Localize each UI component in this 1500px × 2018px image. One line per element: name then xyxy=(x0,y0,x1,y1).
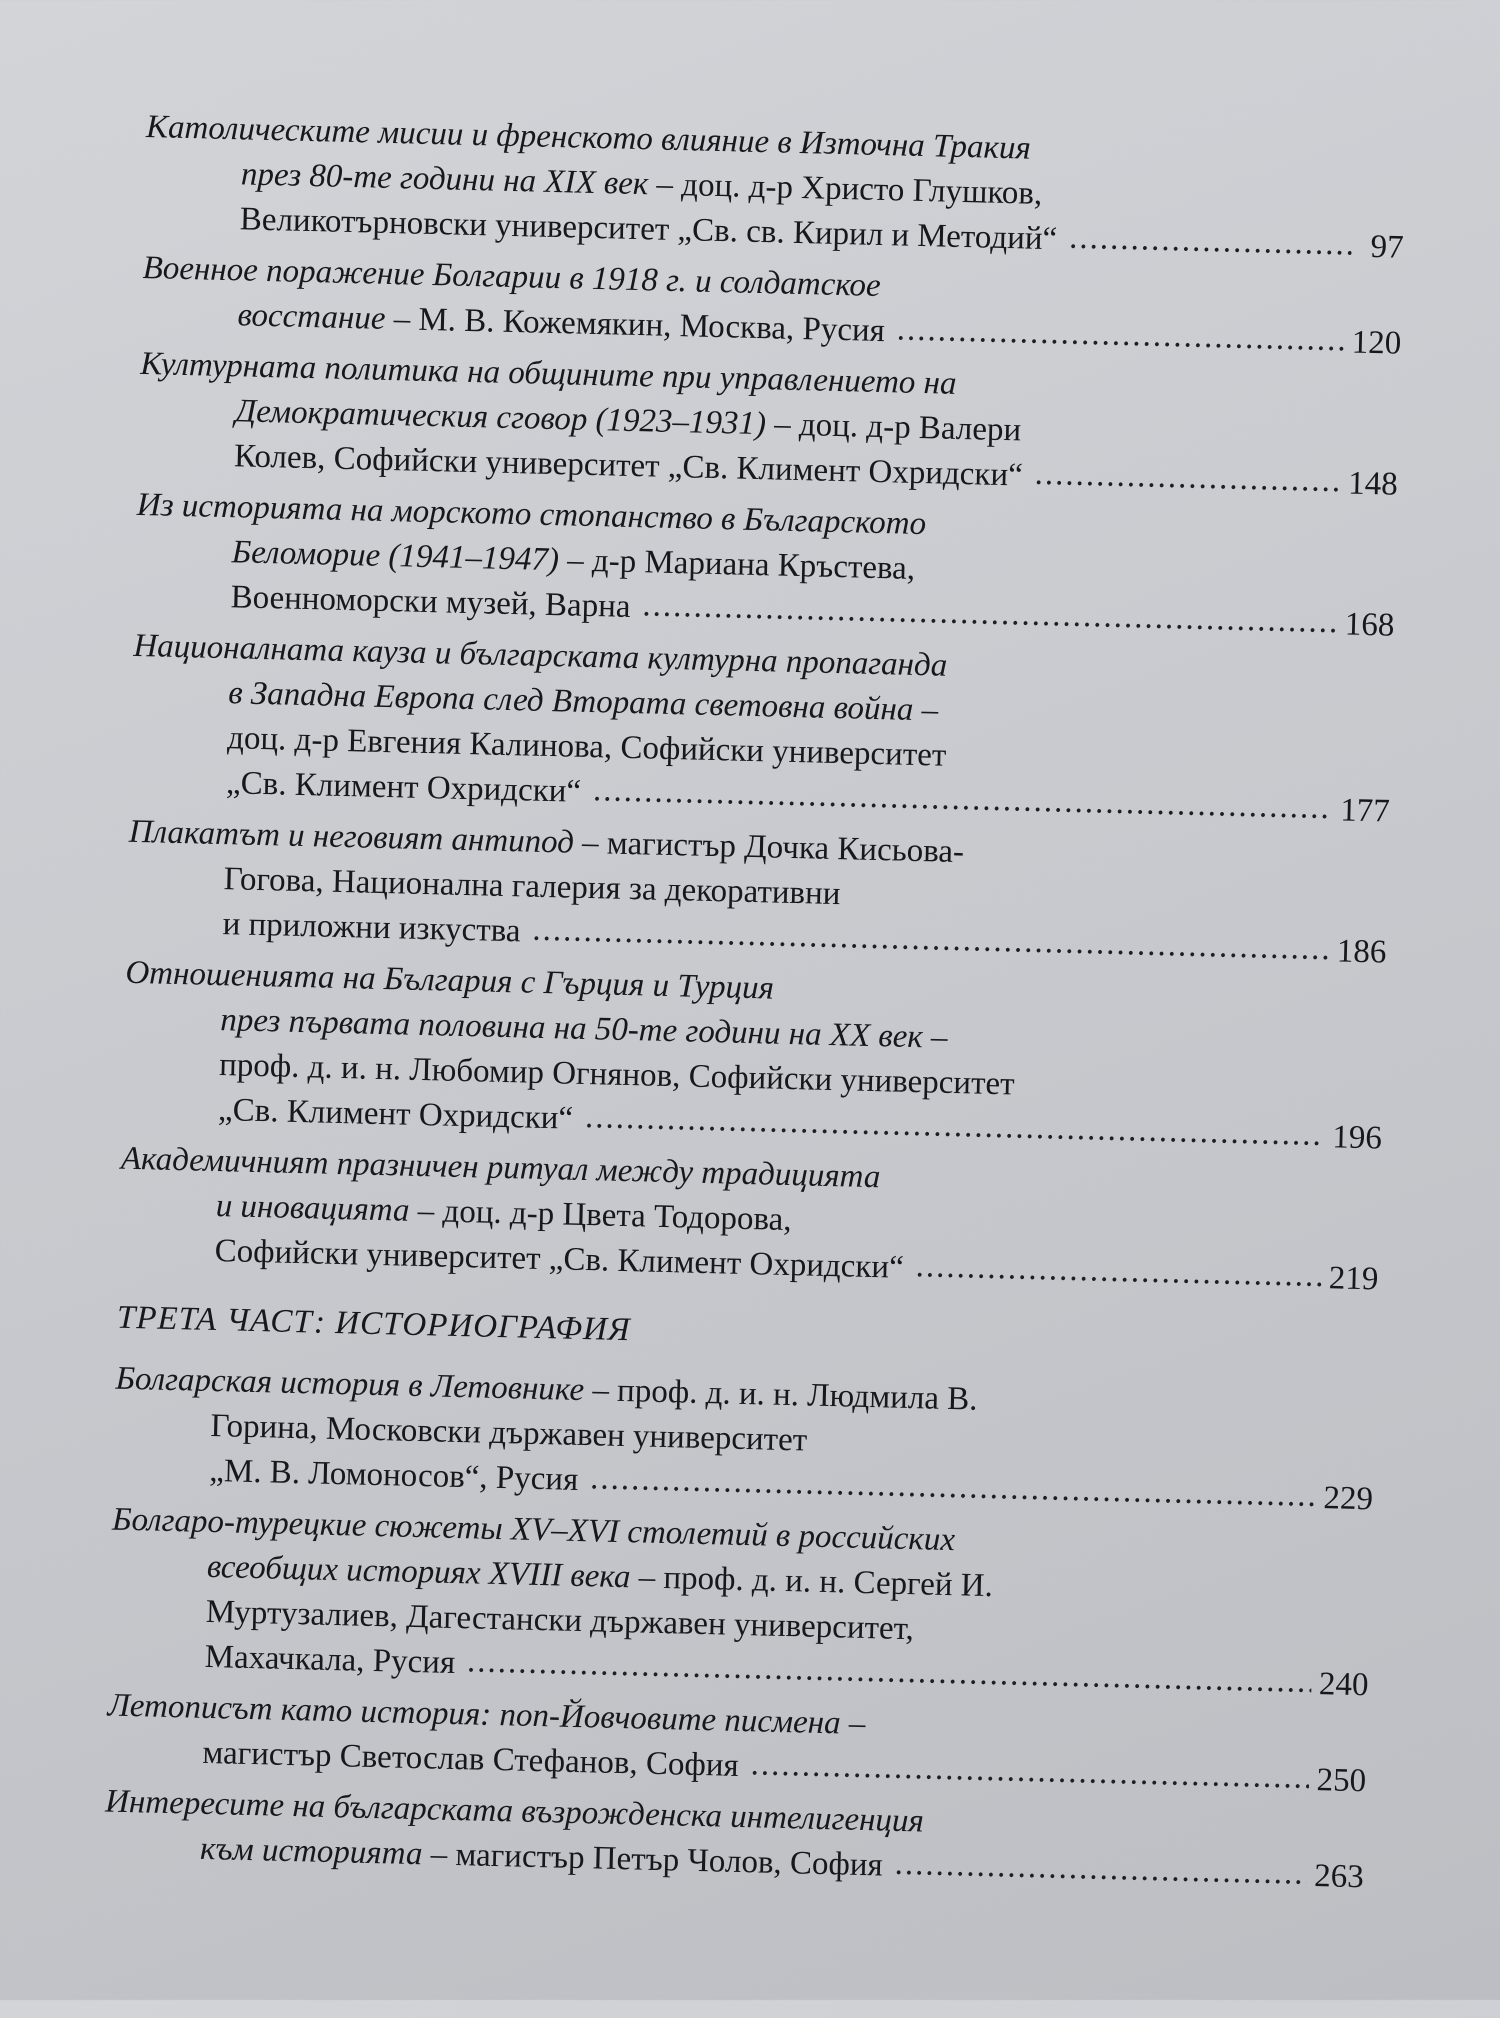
entry-title: восстание xyxy=(237,297,386,337)
dot-leader xyxy=(915,1244,1321,1299)
entry-author: магистър Светослав Стефанов, София xyxy=(202,1734,740,1784)
page-number: 148 xyxy=(1347,465,1399,503)
toc-entry xyxy=(130,624,1394,835)
entry-title: Отношенията на България с Гърция и Турция xyxy=(125,954,775,1007)
toc-entry xyxy=(143,105,1406,271)
entry-author: – доц. д-р Христо Глушков, xyxy=(647,166,1043,212)
entry-title: Летописът като история: поп-Йовчовите писмена – xyxy=(107,1687,866,1743)
entry-author: „Св. Климент Охридски“ xyxy=(225,765,582,810)
entry-author: Махачкала, Русия xyxy=(204,1638,456,1681)
dot-leader xyxy=(1034,452,1341,504)
entry-title: Болгаро-турецкие сюжеты XV–XVI столетий в российских xyxy=(111,1501,956,1559)
entry-author: Софийски университет „Св. Климент Охридски“ xyxy=(214,1233,905,1286)
entry-author: – доц. д-р Валери xyxy=(765,406,1022,449)
page-number: 240 xyxy=(1318,1666,1369,1704)
entry-author: Колев, Софийски университет „Св. Климент Охридски“ xyxy=(233,438,1024,494)
entry-title: Плакатът и неговият антипод xyxy=(128,813,575,861)
entry-author: – проф. д. и. н. Сергей И. xyxy=(630,1559,994,1605)
page-number: 196 xyxy=(1331,1119,1383,1157)
toc-entry xyxy=(113,1357,1376,1523)
entry-author: – М. В. Кожемякин, Москва, Русия xyxy=(385,300,886,350)
entry-title: Военное поражение Болгарии в 1918 г. и солдатское xyxy=(142,249,882,304)
entry-title: Католическите мисии и френското влияние в Източна Тракия xyxy=(145,108,1032,167)
entry-author: – магистър Петър Чолов, София xyxy=(422,1836,884,1884)
page-number: 97 xyxy=(1370,228,1405,266)
page-number: 250 xyxy=(1316,1762,1367,1800)
entry-author: – проф. д. и. н. Людмила В. xyxy=(583,1372,978,1418)
entry-author: Военноморски музей, Варна xyxy=(230,579,631,625)
entry-author: Горина, Московски държавен университет xyxy=(209,1407,808,1459)
table-of-contents xyxy=(103,105,1406,1906)
entry-title: Из историята на морското стопанство в Българското xyxy=(136,486,927,543)
entry-author: – магистър Дочка Кисьова- xyxy=(573,824,965,871)
page-number: 168 xyxy=(1344,606,1395,644)
entry-author: Великотърновски университет „Св. св. Кирил и Методий“ xyxy=(239,201,1058,258)
entry-title: Интересите на българската възрожденска интелигенция xyxy=(104,1783,925,1840)
page-number: 229 xyxy=(1323,1480,1374,1518)
toc-entry xyxy=(126,810,1389,976)
dot-leader xyxy=(1069,216,1352,268)
toc-entry xyxy=(118,1137,1381,1303)
entry-title: Националната кауза и българската културна пропаганда xyxy=(133,627,948,684)
page-number: 120 xyxy=(1351,324,1402,362)
section-heading: ТРЕТА ЧАСТ: ИСТОРИОГРАФИЯ xyxy=(116,1299,632,1349)
entry-title: в Западна Европа след Втората световна война – xyxy=(227,675,939,729)
entry-title: през 80-те години на XIX век xyxy=(240,156,649,203)
page-number: 263 xyxy=(1313,1858,1365,1896)
entry-title: към историята xyxy=(199,1830,423,1873)
entry-author: „Св. Климент Охридски“ xyxy=(217,1092,574,1137)
entry-title: Демократическия сговор (1923–1931) xyxy=(234,393,767,443)
page-number: 177 xyxy=(1339,792,1391,830)
toc-entry xyxy=(138,342,1401,508)
page-number: 219 xyxy=(1328,1260,1379,1298)
entry-author: доц. д-р Евгения Калинова, Софийски университет xyxy=(226,720,947,774)
entry-title: всеобщих историях XVIII века xyxy=(206,1548,631,1596)
entry-title: Академичният празничен ритуал между традицията xyxy=(120,1140,881,1196)
toc-entry xyxy=(134,483,1397,649)
entry-title: през първата половина на 50-те години на XX век – xyxy=(219,1002,948,1056)
entry-author: проф. д. и. н. Любомир Огнянов, Софийски университет xyxy=(218,1047,1016,1103)
toc-entry xyxy=(108,1498,1372,1709)
page-number: 186 xyxy=(1336,933,1387,971)
dot-leader xyxy=(896,307,1344,363)
entry-title: Културната политика на общините при управлението на xyxy=(139,345,957,402)
entry-author: и приложни изкуства xyxy=(222,906,521,950)
entry-title: Болгарская история в Летовнике xyxy=(115,1360,585,1409)
dot-leader xyxy=(894,1842,1307,1897)
entry-author: Гогова, Национална галерия за декоративни xyxy=(223,861,841,913)
entry-title: Беломорие (1941–1947) xyxy=(231,534,560,579)
entry-author: – доц. д-р Цвета Тодорова, xyxy=(409,1192,793,1239)
entry-title: и иновацията xyxy=(215,1188,410,1229)
entry-author: „М. В. Ломоносов“, Русия xyxy=(208,1452,579,1498)
toc-entry xyxy=(122,951,1386,1162)
entry-author: Муртузалиев, Дагестански държавен университет, xyxy=(205,1593,915,1648)
entry-author: – д-р Мариана Кръстева, xyxy=(558,542,916,587)
